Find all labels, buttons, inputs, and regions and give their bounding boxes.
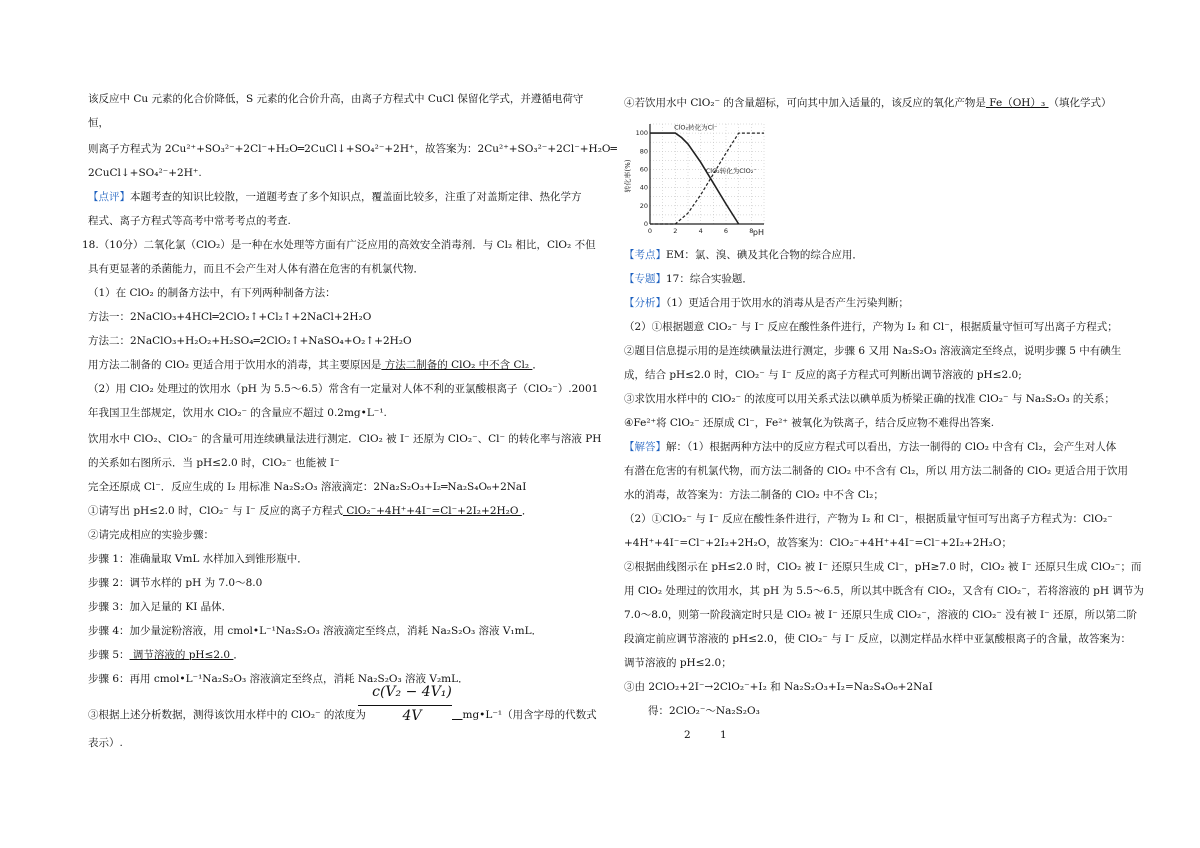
text-line: 饮用水中 ClO₂、ClO₂⁻ 的含量可用连续碘量法进行测定．ClO₂ 被 I⁻ 还原为 ClO₂⁻、Cl⁻ 的转化率与溶液 PH <box>88 433 602 445</box>
fraction-numerator: c(V₂ − 4V₁) <box>372 684 452 700</box>
answer-blank: 方法二制备的 ClO₂ 中不含 Cl₂ <box>381 359 533 371</box>
answer-blank: ClO₂⁻+4H⁺+4I⁻=Cl⁻+2I₂+2H₂O <box>343 505 522 517</box>
text-line: 步骤 4：加少量淀粉溶液，用 cmol•L⁻¹Na₂S₂O₃ 溶液滴定至终点，消耗 Na₂S₂O₃ 溶液 V₁mL． <box>88 625 543 637</box>
x-tick-label: 6 <box>723 227 729 235</box>
text-line: （2）①ClO₂⁻ 与 I⁻ 反应在酸性条件进行，产物为 I₂ 和 Cl⁻，根据质量守恒可写出离子方程式为：ClO₂⁻ <box>624 513 1113 525</box>
text-line: ④Fe²⁺将 ClO₂⁻ 还原成 Cl⁻，Fe²⁺ 被氧化为铁离子，结合反应物不难得出答案. <box>624 417 995 429</box>
y-tick-label: 100 <box>635 129 648 138</box>
y-tick-label: 0 <box>643 220 648 228</box>
text-line: 调节溶液的 pH≤2.0； <box>624 657 732 669</box>
text-span: 本题考查的知识比较散，一道题考查了多个知识点，覆盖面比较多，注重了对盖斯定律、热化学方 <box>130 191 582 203</box>
text-span: mg•L⁻¹（用含字母的代数式 <box>462 709 597 721</box>
text-line <box>624 440 1116 454</box>
text-line <box>88 190 582 204</box>
y-axis-label: 转化率(%) <box>624 159 632 193</box>
text-line <box>624 296 909 310</box>
text-line: 的关系如右图所示．当 pH≤2.0 时，ClO₂⁻ 也能被 I⁻ <box>88 457 340 469</box>
answer-blank <box>452 709 463 721</box>
text-line: 得：2ClO₂⁻～Na₂S₂O₃ <box>648 705 760 717</box>
text-line: ②请完成相应的实验步骤： <box>88 529 214 541</box>
text-line: 方法一：2NaClO₃+4HCl═2ClO₂↑+Cl₂↑+2NaCl+2H₂O <box>88 311 372 323</box>
text-span: ． <box>521 505 533 517</box>
text-line: 步骤 3：加入足量的 KI 晶体． <box>88 601 233 613</box>
text-line: 恒， <box>88 117 109 129</box>
text-line: （2）用 ClO₂ 处理过的饮用水（pH 为 5.5～6.5）常含有一定量对人体不利的亚氯酸根离子（ClO₂⁻）.2001 <box>88 383 599 395</box>
y-tick-label: 40 <box>639 183 648 192</box>
text-line: 用 ClO₂ 处理过的饮用水，其 pH 为 5.5～6.5，所以其中既含有 ClO₂，又含有 ClO₂⁻，若将溶液的 pH 调节为 <box>624 585 1144 597</box>
text-line <box>452 708 597 722</box>
solution-tag: 【解答】 <box>624 441 666 453</box>
text-span: （填化学式） <box>1048 97 1112 109</box>
text-span: ． <box>532 359 543 371</box>
y-tick-label: 60 <box>639 165 648 174</box>
text-line: 方法二：2NaClO₃+H₂O₂+H₂SO₄═2ClO₂↑+NaSO₄+O₂↑+2H₂O <box>88 335 412 347</box>
text-span: 用方法二制备的 ClO₂ 更适合用于饮用水的消毒，其主要原因是 <box>88 359 382 371</box>
answer-blank: Fe（OH）₃ <box>985 97 1049 109</box>
fraction-denominator: 4V <box>402 708 422 724</box>
text-line <box>88 648 244 662</box>
conversion-chart <box>624 116 774 244</box>
x-tick-label: 2 <box>673 227 678 235</box>
text-line: 水的消毒，故答案为：方法二制备的 ClO₂ 中不含 Cl₂； <box>624 489 884 501</box>
x-tick-label: 0 <box>647 227 653 235</box>
text-line <box>88 708 366 722</box>
fraction-bar <box>358 705 452 706</box>
text-span: 步骤 5： <box>88 649 130 661</box>
x-axis-label: pH <box>752 228 764 237</box>
topic-tag: 【专题】 <box>624 273 666 285</box>
y-tick-label: 20 <box>639 201 648 210</box>
text-line <box>624 248 863 262</box>
text-span: ． <box>233 649 244 661</box>
text-line: 步骤 6：再用 cmol•L⁻¹Na₂S₂O₃ 溶液滴定至终点，消耗 Na₂S₂O₃ 溶液 V₂mL． <box>88 673 469 685</box>
text-line: 表示）. <box>88 737 123 749</box>
question-title: 18.（10分）二氧化氯（ClO₂）是一种在水处理等方面有广泛应用的高效安全消毒剂．与 Cl₂ 相比，ClO₂ 不但 <box>82 239 596 251</box>
text-line: 步骤 2：调节水样的 pH 为 7.0～8.0 <box>88 577 263 589</box>
comment-tag: 【点评】 <box>88 191 130 203</box>
text-line: +4H⁺+4I⁻=Cl⁻+2I₂+2H₂O，故答案为：ClO₂⁻+4H⁺+4I⁻=Cl⁻+2I₂+2H₂O； <box>624 537 1012 549</box>
text-span: ③根据上述分析数据，测得该饮用水样中的 ClO₂⁻ 的浓度为 <box>88 709 366 721</box>
text-line <box>88 504 532 518</box>
text-line: 具有更显著的杀菌能力，而且不会产生对人体有潜在危害的有机氯代物． <box>88 263 424 275</box>
series-label-clo2-to-clo2minus: ClO₂转化为ClO₂⁻ <box>705 167 757 176</box>
answer-blank: 调节溶液的 pH≤2.0 <box>129 649 234 661</box>
text-line: 步骤 1：准确量取 VmL 水样加入到锥形瓶中． <box>88 553 308 565</box>
text-span: EM：氯、溴、碘及其化合物的综合应用． <box>666 249 863 261</box>
series-label-clo2-to-cl: ClO₂转化为Cl⁻ <box>674 123 718 132</box>
chart-tick-group <box>624 129 764 237</box>
point-tag: 【考点】 <box>624 249 666 261</box>
text-line <box>624 272 753 286</box>
text-line: 段滴定前应调节溶液的 pH≤2.0，使 ClO₂⁻ 与 I⁻ 反应，以测定样品水样中亚氯酸根离子的含量，故答案为： <box>624 633 1132 645</box>
analysis-tag: 【分析】 <box>624 297 666 309</box>
x-tick-label: 4 <box>698 227 703 235</box>
text-span: 解：（1）根据两种方法中的反应方程式可以看出，方法一制得的 ClO₂ 中含有 Cl₂，会产生对人体 <box>666 441 1117 453</box>
text-line: （2）①根据题意 ClO₂⁻ 与 I⁻ 反应在酸性条件进行，产物为 I₂ 和 Cl⁻，根据质量守恒可写出离子方程式； <box>624 321 1118 333</box>
text-span: 17：综合实验题． <box>666 273 753 285</box>
text-line: ③由 2ClO₂+2I⁻→2ClO₂⁻+I₂ 和 Na₂S₂O₃+I₂=Na₂S₄O₆+2NaI <box>624 681 933 693</box>
text-span: ④若饮用水中 ClO₂⁻ 的含量超标，可向其中加入适量的，该反应的氧化产物是 <box>624 97 986 109</box>
text-line: 成，结合 pH≤2.0 时，ClO₂⁻ 与 I⁻ 反应的离子方程式可判断出调节溶液的 pH≤2.0; <box>624 369 1022 381</box>
text-line <box>88 358 543 372</box>
text-line: 2CuCl↓+SO₄²⁻+2H⁺. <box>88 167 202 179</box>
text-line: 该反应中 Cu 元素的化合价降低，S 元素的化合价升高，由离子方程式中 CuCl 保留化学式，并遵循电荷守 <box>88 93 584 105</box>
ratio-number: 1 <box>720 729 727 741</box>
text-line: 年我国卫生部规定，饮用水 ClO₂⁻ 的含量应不超过 0.2mg•L⁻¹. <box>88 407 387 419</box>
ratio-number: 2 <box>684 729 691 741</box>
y-tick-label: 80 <box>639 147 648 156</box>
text-span: （1）更适合用于饮用水的消毒从是否产生污染判断； <box>666 297 909 309</box>
x-tick-label: 8 <box>749 227 754 235</box>
text-line: 有潜在危害的有机氯代物，而方法二制备的 ClO₂ 中不含有 Cl₂，所以 用方法二制备的 ClO₂ 更适合用于饮用 <box>624 465 1129 477</box>
text-line <box>624 96 1112 110</box>
text-line: （1）在 ClO₂ 的制备方法中，有下列两种制备方法： <box>88 287 336 299</box>
text-line: 完全还原成 Cl⁻．反应生成的 I₂ 用标准 Na₂S₂O₃ 溶液滴定：2Na₂S₂O₃+I₂═Na₂S₄O₆+2NaI <box>88 481 527 493</box>
chart-series-group <box>650 122 764 224</box>
text-line: 程式、离子方程式等高考中常考考点的考查. <box>88 215 291 227</box>
text-line: 7.0～8.0，则第一阶段滴定时只是 ClO₂ 被 I⁻ 还原只生成 ClO₂⁻，溶液的 ClO₂⁻ 没有被 I⁻ 还原，所以第二阶 <box>624 609 1138 621</box>
text-span: ①请写出 pH≤2.0 时，ClO₂⁻ 与 I⁻ 反应的离子方程式 <box>88 505 344 517</box>
text-line: ②根据曲线图示在 pH≤2.0 时，ClO₂ 被 I⁻ 还原只生成 Cl⁻，pH≥7.0 时，ClO₂ 被 I⁻ 还原只生成 ClO₂⁻；而 <box>624 561 1142 573</box>
text-line: ②题目信息提示用的是连续碘量法进行测定，步骤 6 又用 Na₂S₂O₃ 溶液滴定至终点，说明步骤 5 中有碘生 <box>624 345 1122 357</box>
text-line: 则离子方程式为 2Cu²⁺+SO₃²⁻+2Cl⁻+H₂O═2CuCl↓+SO₄²⁻+2H⁺，故答案为：2Cu²⁺+SO₃²⁻+2Cl⁻+H₂O═ <box>88 143 617 155</box>
text-line: ③求饮用水样中的 ClO₂⁻ 的浓度可以用关系式法以碘单质为桥梁正确的找准 ClO₂⁻ 与 Na₂S₂O₃ 的关系； <box>624 393 1115 405</box>
